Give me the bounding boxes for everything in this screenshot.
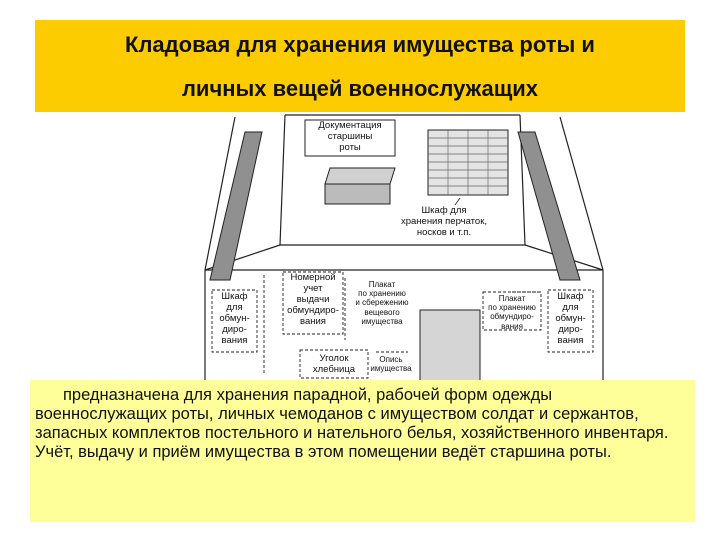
- title-line-1: Кладовая для хранения имущества роты и: [125, 32, 595, 57]
- description-panel: [30, 380, 695, 522]
- inventory-list-label: Опись имущества: [370, 355, 412, 374]
- poster-right-label: Плакат по хранению обмундиро- вания: [488, 294, 536, 331]
- poster-center-label: Плакат по хранению и сбережению вещевого имущества: [355, 280, 409, 326]
- description-text: предназначена для хранения парадной, рабочей форм одежды военнослужащих роты, личных чемоданов с имуществом солдат и сержантов, запасных комплектов постельного и нательного белья, хозяйственного инвентаря. Учёт, выдачу и приём имущества в этом помещении ведёт старшина роты.: [35, 386, 669, 461]
- right-cabinet-label: Шкаф для обмун- диро- вания: [555, 291, 586, 346]
- door: [420, 310, 480, 382]
- desk-top: [325, 168, 395, 184]
- left-cabinet-label: Шкаф для обмун- диро- вания: [219, 291, 250, 346]
- number-account-label: Номерной учет выдачи обмундиро- вания: [287, 272, 339, 327]
- title-line-2: личных вещей военнослужащих: [181, 76, 539, 101]
- documentation-label: Документация старшины роты: [318, 120, 382, 153]
- glove-cabinet-label: Шкаф для хранения перчаток, носков и т.п.: [400, 205, 488, 238]
- glove-pointer: [455, 198, 460, 205]
- desk-front: [325, 184, 390, 204]
- cleaning-corner-label: Уголок хлебница: [312, 353, 356, 375]
- left-wall-bottom: [280, 115, 285, 245]
